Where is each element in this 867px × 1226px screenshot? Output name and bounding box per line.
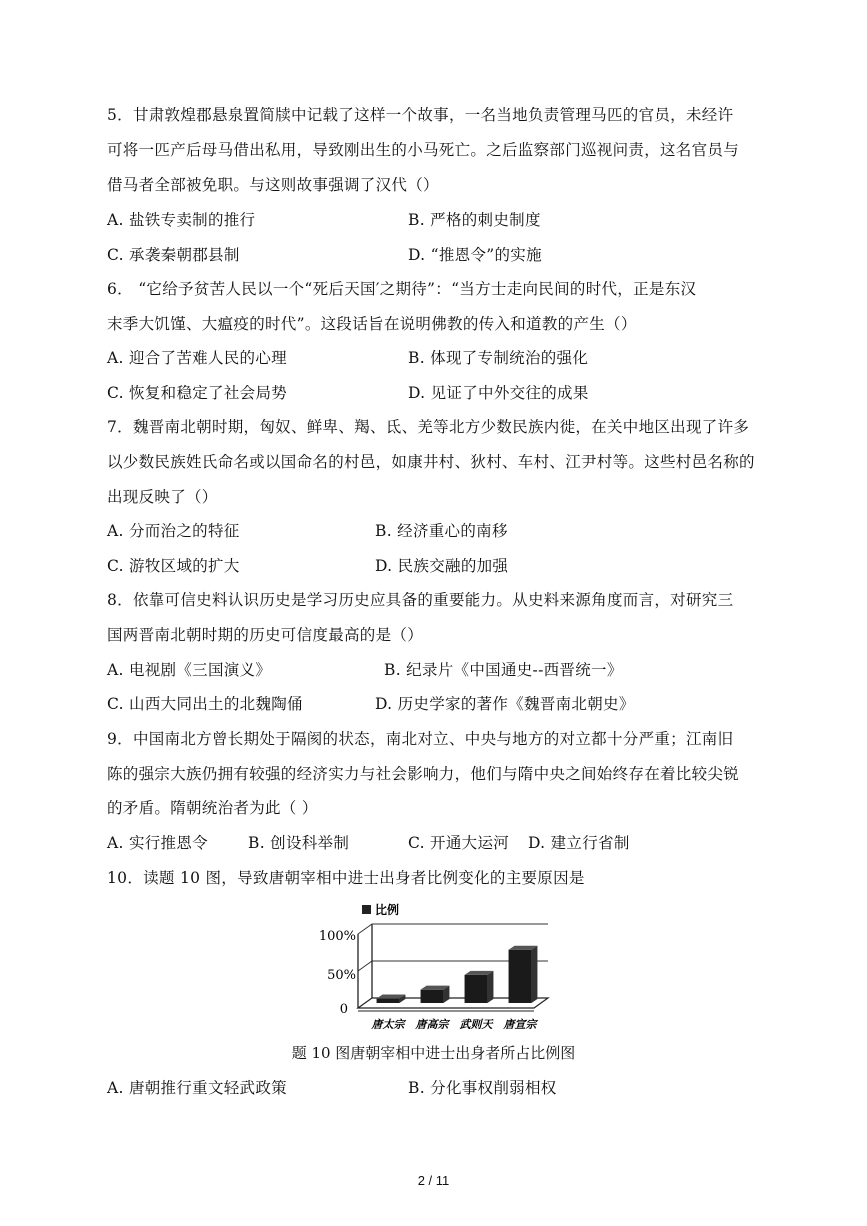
q9-option-c: C. 开通大运河 — [408, 834, 510, 852]
bar-2 — [465, 971, 494, 1003]
y-tick-0: 0 — [339, 1002, 348, 1017]
q9-line-3: 的矛盾。隋朝统治者为此（ ） — [107, 799, 318, 817]
bar-front-0 — [377, 999, 400, 1003]
q8-option-d: D. 历史学家的著作《魏晋南北朝史》 — [375, 695, 635, 713]
q8-option-a: A. 电视剧《三国演义》 — [107, 661, 272, 679]
q10-option-b: B. 分化事权削弱相权 — [408, 1079, 557, 1097]
q9-option-b: B. 创设科举制 — [248, 834, 350, 852]
q9-line-1: 9．中国南北方曾长期处于隔阂的状态，南北对立、中央与地方的对立都十分严重；江南旧 — [107, 730, 734, 748]
q5-option-a: A. 盐铁专卖制的推行 — [107, 211, 256, 229]
q6-option-c: C. 恢复和稳定了社会局势 — [107, 384, 288, 402]
x-label-0: 唐太宗 — [371, 1018, 405, 1031]
bar-front-1 — [421, 990, 444, 1003]
q7-option-b: B. 经济重心的南移 — [375, 522, 508, 540]
q8-option-c: C. 山西大同出土的北魏陶俑 — [107, 695, 303, 713]
q8-line-2: 国两晋南北朝时期的历史可信度最高的是（） — [107, 626, 424, 644]
page-number: 2 / 11 — [417, 1173, 450, 1188]
q5-option-c: C. 承袭秦朝郡县制 — [107, 246, 240, 264]
bar-front-3 — [509, 950, 532, 1003]
q6-line-1: 6． “它给予贫苦人民以一个“死后天国′之期待”：“当方士走向民间的时代，正是东汉 — [107, 280, 697, 298]
chart-bars — [377, 946, 538, 1003]
q5-line-2: 可将一匹产后母马借出私用，导致刚出生的小马死亡。之后监察部门巡视问责，这名官员与 — [107, 141, 740, 159]
chart-legend-label: 比例 — [375, 903, 400, 917]
q5-line-3: 借马者全部被免职。与这则故事强调了汉代（） — [107, 176, 439, 194]
q7-option-c: C. 游牧区域的扩大 — [107, 557, 240, 575]
q7-option-d: D. 民族交融的加强 — [375, 557, 509, 575]
q7-line-3: 出现反映了（） — [107, 488, 218, 506]
q6-line-2: 末季大饥馑、大瘟疫的时代”。这段话旨在说明佛教的传入和道教的产生（） — [107, 315, 637, 333]
bar-side-2 — [487, 971, 493, 1003]
q9-option-d: D. 建立行省制 — [528, 834, 630, 852]
gridline-depth-50 — [358, 961, 372, 971]
q9-option-a: A. 实行推恩令 — [107, 834, 208, 852]
q7-line-2: 以少数民族姓氏命名或以国命名的村邑，如康井村、狄村、车村、江尹村等。这些村邑名称的 — [107, 453, 755, 471]
q5-line-1: 5．甘肃敦煌郡悬泉置简牍中记载了这样一个故事，一名当地负责管理马匹的官员，未经许 — [107, 106, 734, 124]
q9-line-2: 陈的强宗大族仍拥有较强的经济实力与社会影响力，他们与隋中央之间始终存在着比较尖锐 — [107, 765, 740, 783]
q7-line-1: 7．魏晋南北朝时期，匈奴、鲜卑、羯、氐、羌等北方少数民族内徙，在关中地区出现了许多 — [107, 418, 750, 436]
x-label-1: 唐高宗 — [415, 1018, 449, 1031]
bar-1 — [421, 986, 450, 1003]
q6-option-d: D. 见证了中外交往的成果 — [408, 384, 589, 402]
y-tick-100: 100% — [318, 929, 356, 944]
chart-x-labels — [371, 1018, 539, 1031]
q6-option-b: B. 体现了专制统治的强化 — [408, 349, 589, 367]
bar-0 — [377, 995, 406, 1003]
q8-option-b: B. 纪录片《中国通史--西晋统一》 — [384, 661, 623, 679]
q10-option-a: A. 唐朝推行重文轻武政策 — [107, 1079, 287, 1097]
bar-side-3 — [531, 946, 537, 1003]
bar-front-2 — [465, 975, 488, 1003]
chart-caption: 题 10 图唐朝宰相中进士出身者所占比例图 — [291, 1044, 576, 1062]
q8-line-1: 8．依靠可信史料认识历史是学习历史应具备的重要能力。从史料来源角度而言，对研究三 — [107, 591, 734, 609]
q5-option-b: B. 严格的刺史制度 — [408, 211, 541, 229]
chart-legend-swatch — [362, 905, 371, 914]
q10-line-1: 10．读题 10 图，导致唐朝宰相中进士出身者比例变化的主要原因是 — [107, 869, 585, 887]
q7-option-a: A. 分而治之的特征 — [107, 522, 240, 540]
bar-chart — [300, 900, 560, 1035]
x-label-3: 唐宣宗 — [503, 1018, 537, 1031]
gridline-depth-100 — [358, 924, 372, 934]
q5-option-d: D. “推恩令”的实施 — [408, 246, 542, 264]
q6-option-a: A. 迎合了苦难人民的心理 — [107, 349, 287, 367]
x-label-2: 武则天 — [459, 1018, 493, 1031]
y-tick-50: 50% — [327, 968, 356, 983]
bar-3 — [509, 946, 538, 1003]
